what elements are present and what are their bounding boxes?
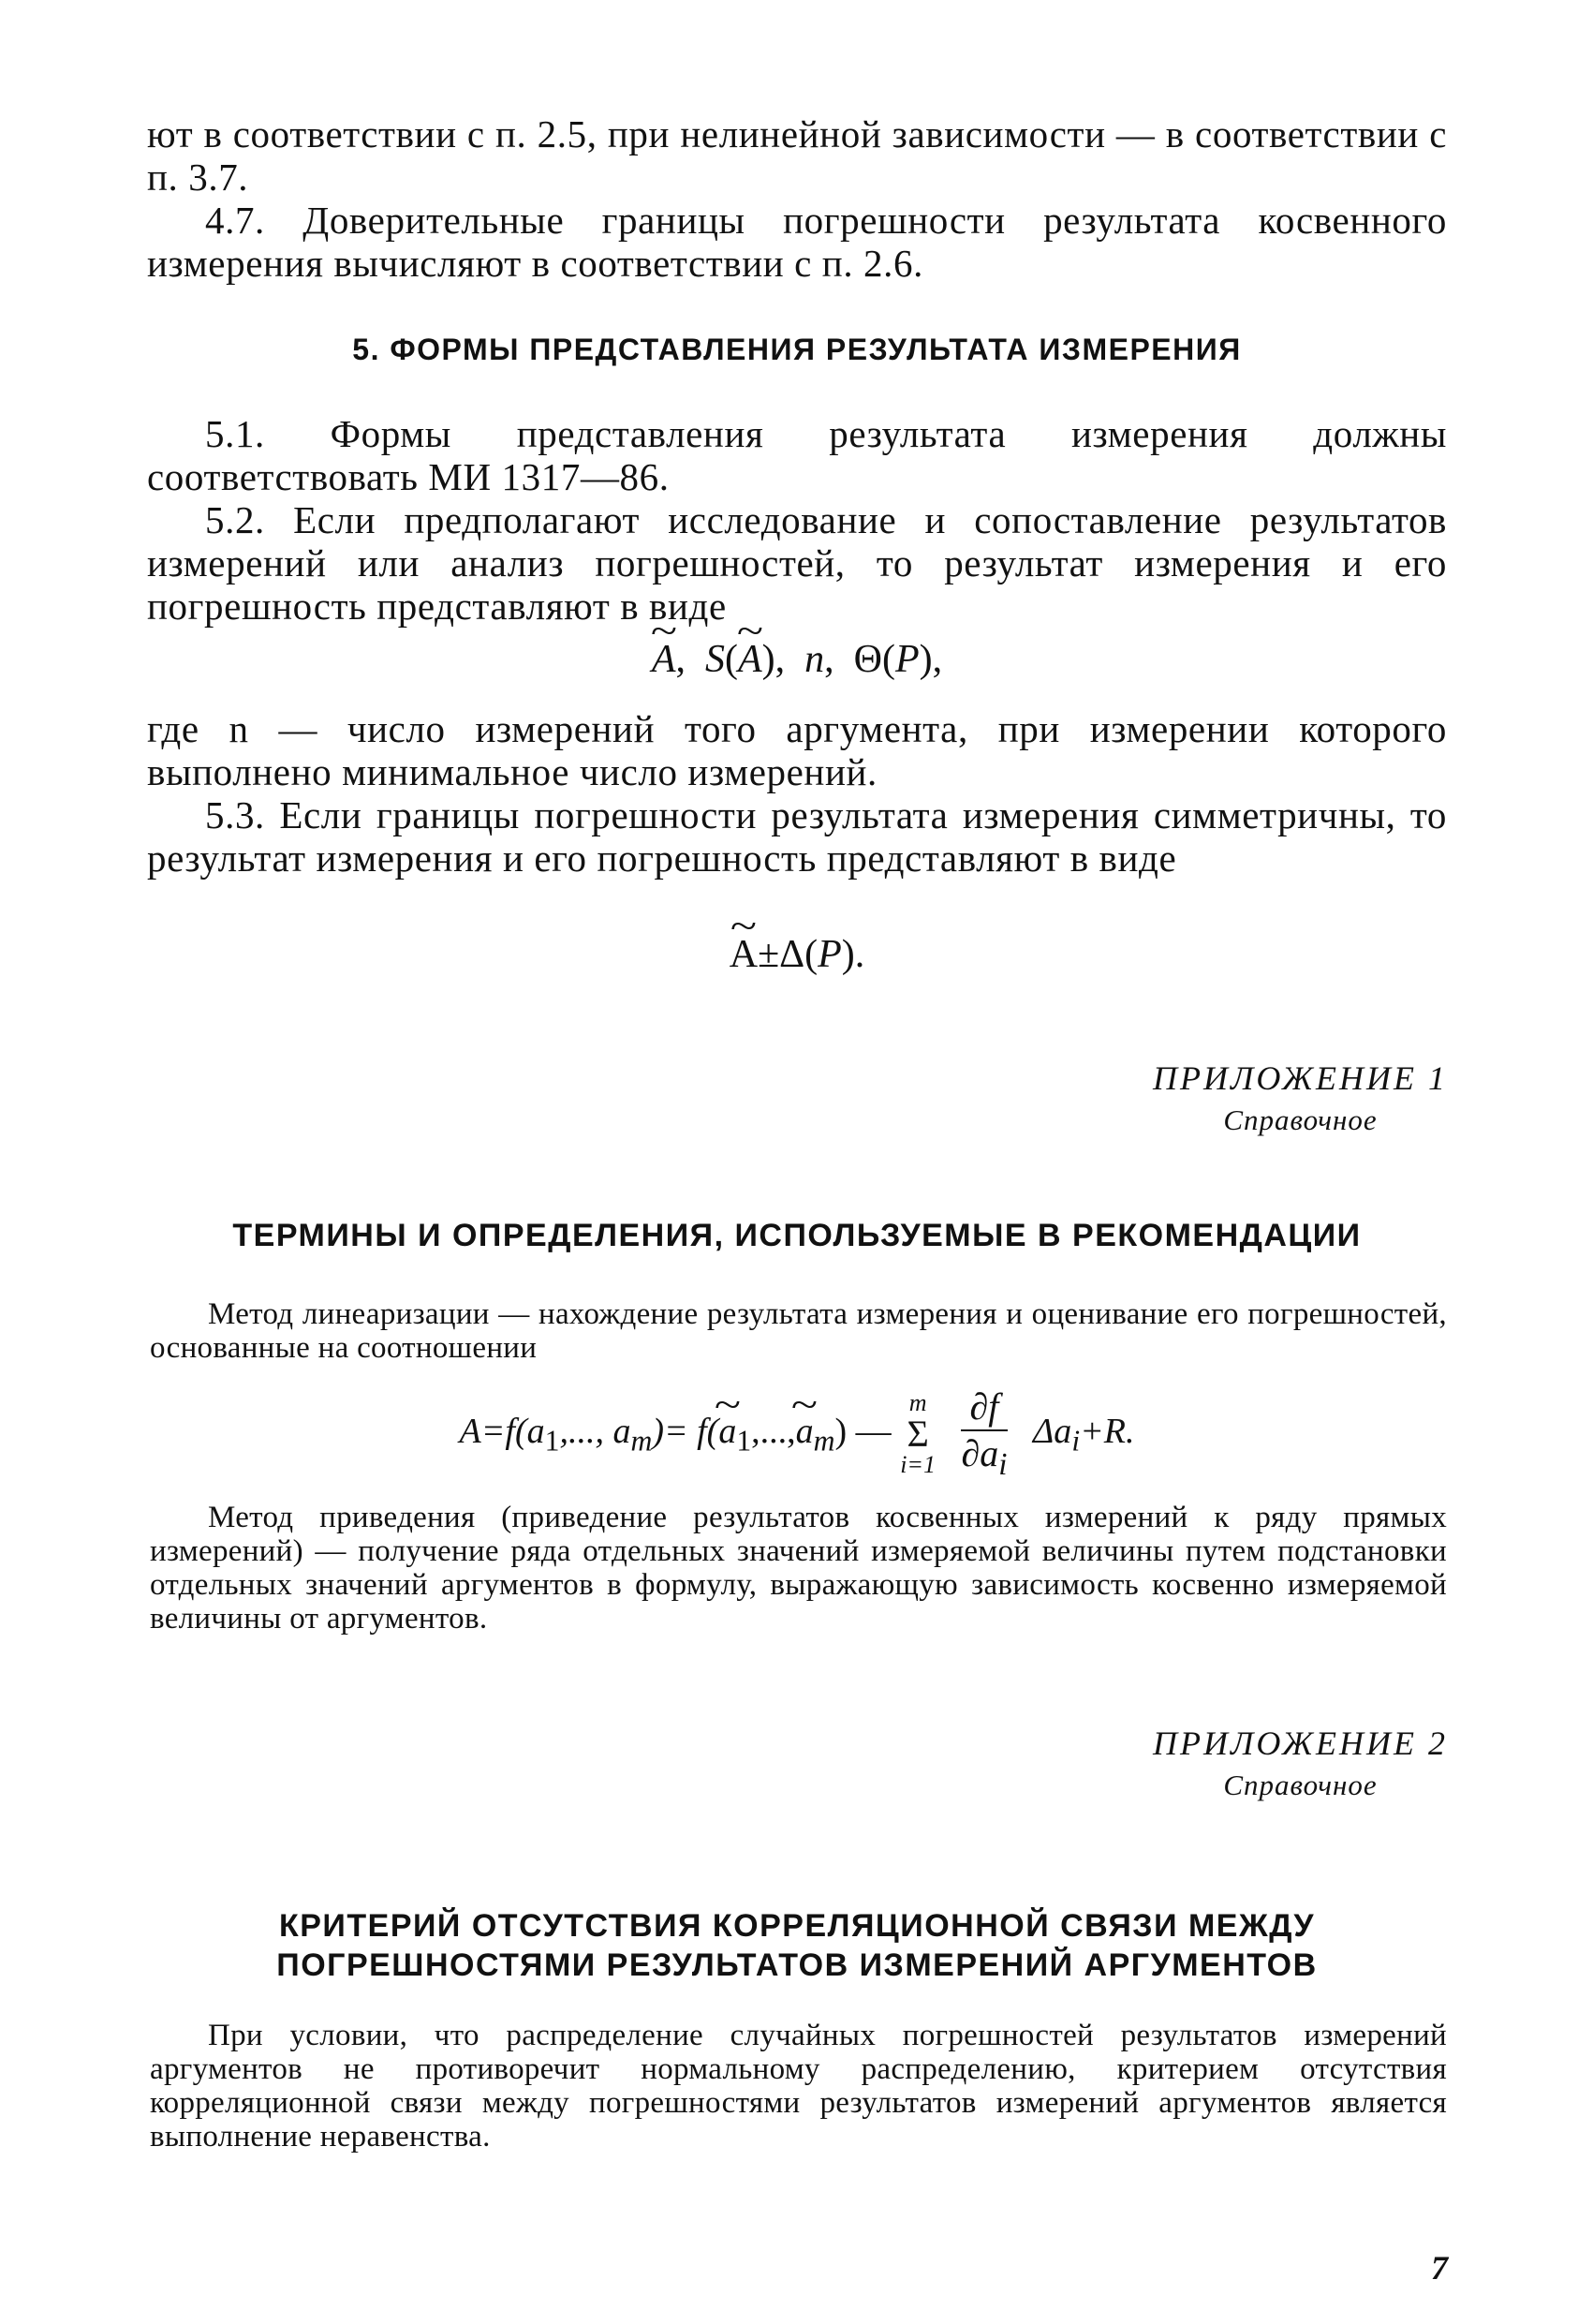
lin-tail-sub: i [1071, 1424, 1081, 1458]
page-number: 7 [1431, 2249, 1448, 2287]
appendix-1-type: Справочное [1223, 1103, 1378, 1136]
formula-symbol-s: S [705, 638, 725, 681]
definition-linearization: Метод линеаризации — нахождение результата измерения и оценивание его погрешностей, основанные на соотношении [150, 1297, 1447, 1365]
top-text-block [147, 112, 1447, 285]
definition-reduction: Метод приведения (приведение результатов косвенных измерений к ряду прямых измерений) — получение ряда отдельных значений измеряемой величины путем подстановки отдельных значений аргументов в формулу, выражающую зависимость косвенно измеряемой величины от аргументов. [150, 1501, 1447, 1636]
formula-result-form: ~ A, S(~ A), n, Θ(P), [147, 637, 1447, 682]
partial-derivative-fraction [961, 1386, 1007, 1483]
formula-symbol-theta: Θ [853, 638, 882, 681]
appendix-2-heading-line1: КРИТЕРИЙ ОТСУТСТВИЯ КОРРЕЛЯЦИОННОЙ СВЯЗИ МЕЖДУ [279, 1908, 1315, 1944]
paragraph-5-2: 5.2. Если предполагают исследование и сопоставление результатов измерений или анализ погрешностей, то результат измерения и его погрешность представляют в виде [147, 498, 1447, 628]
paragraph-5-3: 5.3. Если границы погрешности результата измерения симметричны, то результат измерения и его погрешность представляют в виде [147, 793, 1447, 880]
formula-linearization: $A=f(a_1$,..., $a_m)=$ f(~ $a_1,...,\sim$ $a_m$) — m Σ i=1 $\frac{\partial f}{\partial a_i}$ $\Delta a_i+R$. [147, 1386, 1447, 1483]
lin-dots: ,..., a [559, 1412, 631, 1452]
formula2-pm-delta: ±Δ( [758, 933, 819, 976]
appendix-2-label: ПРИЛОЖЕНИЕ 2 [1153, 1724, 1448, 1762]
appendix-2-label-block [1153, 1724, 1448, 1802]
section-5-heading: 5. ФОРМЫ ПРЕДСТАВЛЕНИЯ РЕЗУЛЬТАТА ИЗМЕРЕНИЯ [352, 333, 1242, 366]
formula2-end: ). [841, 933, 865, 976]
frac-numerator: ∂f [961, 1386, 1007, 1431]
lin-mid: )= f( [652, 1412, 719, 1452]
lin-sub1b: 1 [736, 1424, 752, 1458]
sum-upper: m [908, 1389, 927, 1417]
appendix-1-label: ПРИЛОЖЕНИЕ 1 [1153, 1059, 1448, 1097]
formula2-symbol-a: ~ A [730, 932, 758, 977]
appendix-1-label-block [1153, 1058, 1448, 1137]
lin-a1: ~ a [718, 1411, 736, 1452]
appendix-1-heading: ТЕРМИНЫ И ОПРЕДЕЛЕНИЯ, ИСПОЛЬЗУЕМЫЕ В РЕКОМЕНДАЦИИ [232, 1218, 1362, 1253]
frac-den-sub: i [998, 1447, 1008, 1482]
sum-lower: i=1 [900, 1451, 936, 1479]
formula-symbol-n: n [804, 638, 825, 681]
lin-tail-end: +R. [1080, 1412, 1135, 1452]
appendix-2-type: Справочное [1223, 1769, 1378, 1801]
sum-sign: Σ [907, 1413, 929, 1456]
paragraph-5-1: 5.1. Формы представления результата измерения должны соответствовать МИ 1317—86. [147, 412, 1447, 498]
paragraph-4-7: 4.7. Доверительные границы погрешности результата косвенного измерения вычисляют в соответствии с п. 2.6. [147, 199, 1447, 285]
formula-symbol-p: P [895, 638, 920, 681]
lin-submb: m [813, 1424, 835, 1458]
lin-sub1: 1 [544, 1424, 560, 1458]
formula2-symbol-p: P [818, 933, 842, 976]
formula-symmetric-form [147, 932, 1447, 977]
paragraph-5-2-continuation: где n — число измерений того аргумента, при измерении которого выполнено минимальное число измерений. [147, 707, 1447, 793]
frac-denominator: ∂a [961, 1432, 999, 1474]
appendix-2-heading [147, 1906, 1447, 1985]
lin-subm: m [630, 1424, 653, 1458]
formula-symbol-a: ~ A [652, 637, 676, 682]
lin-am: ~ a [796, 1411, 814, 1452]
section-5-block-2 [147, 707, 1447, 880]
sum-operator [900, 1391, 936, 1477]
appendix-2-block [150, 2019, 1447, 2154]
appendix-2-heading-line2: ПОГРЕШНОСТЯМИ РЕЗУЛЬТАТОВ ИЗМЕРЕНИЙ АРГУМЕНТОВ [276, 1947, 1318, 1983]
appendix-1-block-2 [150, 1501, 1447, 1636]
formula-symbol-a2: ~ A [738, 637, 762, 682]
paragraph-continuation: ют в соответствии с п. 2.5, при нелинейной зависимости — в соответствии с п. 3.7. [147, 112, 1447, 199]
appendix-2-text: При условии, что распределение случайных погрешностей результатов измерений аргументов не противоречит нормальному распределению, критерием отсутствия корреляционной связи между погрешностями результатов измерений аргументов является выполнение неравенства. [150, 2019, 1447, 2154]
appendix-1-block [150, 1297, 1447, 1365]
lin-end: ) — [834, 1412, 892, 1452]
lin-lhs: A=f(a [459, 1412, 545, 1452]
section-5-block [147, 412, 1447, 628]
lin-tail: Δa [1033, 1412, 1072, 1452]
